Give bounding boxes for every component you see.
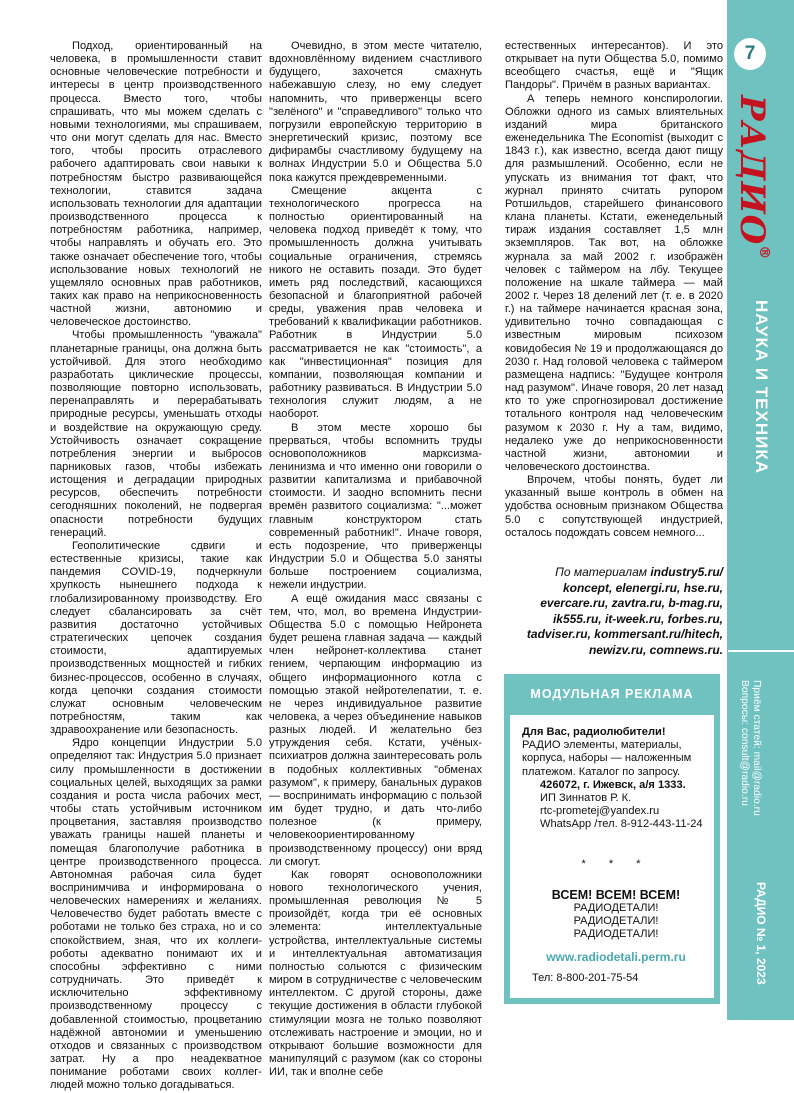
ad-person: ИП Зиннатов Р. К.	[540, 792, 632, 805]
paragraph: Геополитические сдвиги и естественные кризисы, такие как пандемия COVID-19, подчеркнули хрупкость нынешнего подхода к глобализированному производству. Его следует сбалансировать за счёт развития достаточно устойчивых стратегических цепочек создания стоимости, адаптируемых производственных мощностей и гибких бизнес-процессов, особенно в случаях, когда цепочки создания стоимости служат основным человеческим потребностям, таким как здравоохранение или безопасность.	[50, 539, 262, 737]
ad-header: МОДУЛЬНАЯ РЕКЛАМА	[509, 679, 715, 715]
ad-title: Для Вас, радиолюбители!	[522, 726, 666, 738]
ad-email[interactable]: rtc-prometej@yandex.ru	[540, 805, 660, 818]
sources-prefix: По материалам	[555, 565, 647, 579]
paragraph: А теперь немного конспирологии. Обложки одного из самых влиятельных изданий мира британского еженедельника The Economist (выходит с 1843 г.), как известно, всегда дают пищу для размышлений. Особенно, если не упускать из внимания тот факт, что журнал принято считать рупором Ротшильдов, старейшего финансового клана планеты. Кстати, еженедельный тираж издания составляет 1,5 млн экземпляров. Так вот, на обложке журнала за май 2002 г. изображён человек с таймером на лбу. Текущее положение на шкале таймера — май 2002 г. Через 18 делений лет (т. е. в 2020 г.) на таймере начинается красная зона, удивительно точно совпадающая с известным мировым психозом ковидобесия № 19 и продолжающаяся до 2030 г. Над головой человека с таймером размещена надпись: "Будущее контроля над разумом". Иначе говоря, 20 лет назад кто то уже спрогнозировал достижение тотального контроля над человеческим разумом к 2030 г. Ну а там, видимо, недалеко уже до неприкосновенности частной жизни, автономии и человеческого достоинства.	[505, 92, 723, 473]
paragraph: Чтобы промышленность "уважала" планетарные границы, она должна быть устойчивой. Для этого необходимо разработать циклические процессы, позволяющие повторно использовать, перенаправлять и перерабатывать природные ресурсы, уменьшать отходы и воздействие на окружающую среду. Устойчивость означает сокращение потребления энергии и выбросов парниковых газов, чтобы избежать истощения и деградации природных ресурсов, обеспечить потребности сегодняшних поколений, не подвергая опасности потребности будущих генераций.	[50, 329, 262, 539]
contacts-block	[738, 680, 762, 816]
page-number: 7	[734, 38, 766, 70]
divider	[728, 650, 794, 652]
ad-website-link[interactable]: www.radiodetali.perm.ru	[546, 950, 686, 965]
contact-articles[interactable]: Приём статей: mail@radio.ru	[751, 680, 762, 816]
article-column-3	[505, 40, 723, 540]
ad-repeat-3: РАДИОДЕТАЛИ!	[573, 928, 659, 941]
section-title: НАУКА И ТЕХНИКА	[752, 300, 771, 475]
paragraph: Очевидно, в этом месте читателю, вдохновлённому видением счастливого будущего, захочется смахнуть набежавшую слезу, но ему следует напомнить, что приверженцы всего "зелёного" и "справедливого" только что погрузили европейскую территорию в энергетический кризис, поэтому все дифирамбы счастливому будущему на волнах Индустрии 5.0 и Общества 5.0 пока кажутся преждевременными.	[269, 40, 482, 184]
ad-repeat-2: РАДИОДЕТАЛИ!	[573, 915, 659, 928]
ad-tel: Тел: 8-800-201-75-54	[532, 972, 639, 985]
logo-text: РАДИО	[732, 95, 772, 246]
article-column-2	[269, 40, 482, 1079]
modular-ad-box	[504, 674, 720, 1004]
paragraph: В этом месте хорошо бы прерваться, чтобы вспомнить труды основоположников марксизма-ленинизма и что именно они говорили о развитии капитализма и прибавочной стоимости. И заодно вспомнить песни времён развитого социализма: "...может главным конструктором стать современный работник!". Иначе говоря, есть подозрение, что приверженцы Индустрии 5.0 и Общества 5.0 заняты больше построением социализма, нежели индустрии.	[269, 421, 482, 592]
radio-logo	[732, 95, 772, 260]
ad-phone: WhatsApp /тел. 8-912-443-11-24	[540, 818, 703, 831]
paragraph: Как говорят основоположники нового технологического учения, промышленная революция № 5 произойдёт, когда три её основных элемента: интеллектуальные устройства, интеллектуальные системы и интеллектуальная автоматизация полностью сольются с физическим миром в сотрудничестве с человеческим интеллектом. С другой стороны, даже текущие достижения в области глубокой стимуляции мозга не только позволяют отслеживать настроение и эмоции, но и открывают большие возможности для манипуляций с разумом (как со стороны ИИ, так и вполне себе	[269, 868, 482, 1079]
paragraph: Смещение акцента с технологического прогресса на полностью ориентированный на человека подход приведёт к тому, что промышленность должна учитывать социальные ограничения, стремясь никого не оставить позади. Это будет иметь ряд последствий, касающихся безопасной и благоприятной рабочей среды, уважения прав человека и требований к квалификации работников. Работник в Индустрии 5.0 рассматривается не как "стоимость", а как "инвестиционная" позиция для компании, позволяющая компании и работнику развиваться. В Индустрии 5.0 технология служит людям, а не наоборот.	[269, 184, 482, 421]
ad-repeat-1: РАДИОДЕТАЛИ!	[573, 902, 659, 915]
paragraph: естественных интересантов). И это открывает на пути Общества 5.0, помимо всеобщего счастья, ещё и "Ящик Пандоры". Причём в разных вариантах.	[505, 40, 723, 92]
ad-address: 426072, г. Ижевск, а/я 1333.	[540, 778, 686, 791]
ad-description: РАДИО элементы, материалы, корпуса, наборы — наложенным платежом. Каталог по запросу.	[522, 739, 692, 778]
article-column-1	[50, 40, 262, 1093]
ad-body	[510, 714, 714, 985]
paragraph: Впрочем, чтобы понять, будет ли указанный выше контроль в обмен на удобства основным признаком Общества 5.0 с сопутствующей индустрией, осталось подождать совсем немного...	[505, 474, 723, 539]
ad-slogan: ВСЕМ! ВСЕМ! ВСЕМ!	[551, 887, 681, 902]
sources-note	[505, 565, 723, 659]
paragraph: Ядро концепции Индустрии 5.0 определяют так: Индустрия 5.0 признает силу промышленности в достижении социальных целей, выходящих за рамки создания и роста числа рабочих мест, чтобы стать устойчивым источником процветания, заставляя производство уважать границы нашей планеты и помещая благополучие работника в центре производственного процесса. Автономная рабочая сила будет воспринимчива и информирована о человеческих намерениях и желаниях. Человечество будет работать вместе с роботами не только без страха, но и со спокойствием, зная, что их коллеги-роботы адекватно понимают их и способны эффективно с ними сотрудничать. Это приведёт к исключительно эффективному производственному процессу с добавленной стоимостью, процветанию надёжной автономии и уменьшению отходов и связанных с производством затрат. Ну а про неадекватное понимание роботами своих коллег-людей можно только догадываться.	[50, 737, 262, 1092]
contact-questions[interactable]: Вопросы: consult@radio.ru	[739, 680, 750, 806]
registered-mark: ®	[756, 245, 772, 261]
sources-list: industry5.ru/ koncept, elenergi.ru, hse.ru, evercare.ru, zavtra.ru, b-mag.ru, ik555.ru, it-week.ru, forbes.ru, tadviser.ru, kommersant.ru/hitech, newizv.ru, comnews.ru.	[526, 565, 723, 657]
paragraph: А ещё ожидания масс связаны с тем, что, мол, во времена Индустрии-Общества 5.0 с помощью Нейронета будет решена главная задача — каждый член нейронет-коллектива станет гением, черпающим информацию из общего информационного котла с помощью этакой нейротелепатии, т. е. не через индивидуальное развитие человека, а через объединение навыков разных людей. И желательно без утруждения себя. Кстати, учёных-психиатров должна заинтересовать роль в подобных коллективных "обменах разумом", к примеру, банальных дураков — воспринимать информацию с пользой им будет трудно, и дать что-либо полезное (к примеру, человекоориентированному производственному процессу) они вряд ли смогут.	[269, 592, 482, 868]
issue-label: РАДИО № 1, 2023	[754, 882, 768, 985]
paragraph: Подход, ориентированный на человека, в промышленности ставит основные человеческие потребности и интересы в центр производственного процесса. Вместо того, чтобы спрашивать, что мы можем сделать с новыми технологиями, мы спрашиваем, что они могут сделать для нас. Вместо того, чтобы просить отраслевого рабочего адаптировать свои навыки к потребностям быстро развивающейся технологии, ставится задача использовать технологии для адаптации производственного процесса к потребностям работника, например, чтобы направлять и обучать его. Это также означает обеспечение того, чтобы использование новых технологий не ущемляло основных прав работников, таких как право на неприкосновенность частной жизни, автономию и человеческое достоинство.	[50, 40, 262, 329]
ad-separator: * * *	[581, 857, 651, 870]
